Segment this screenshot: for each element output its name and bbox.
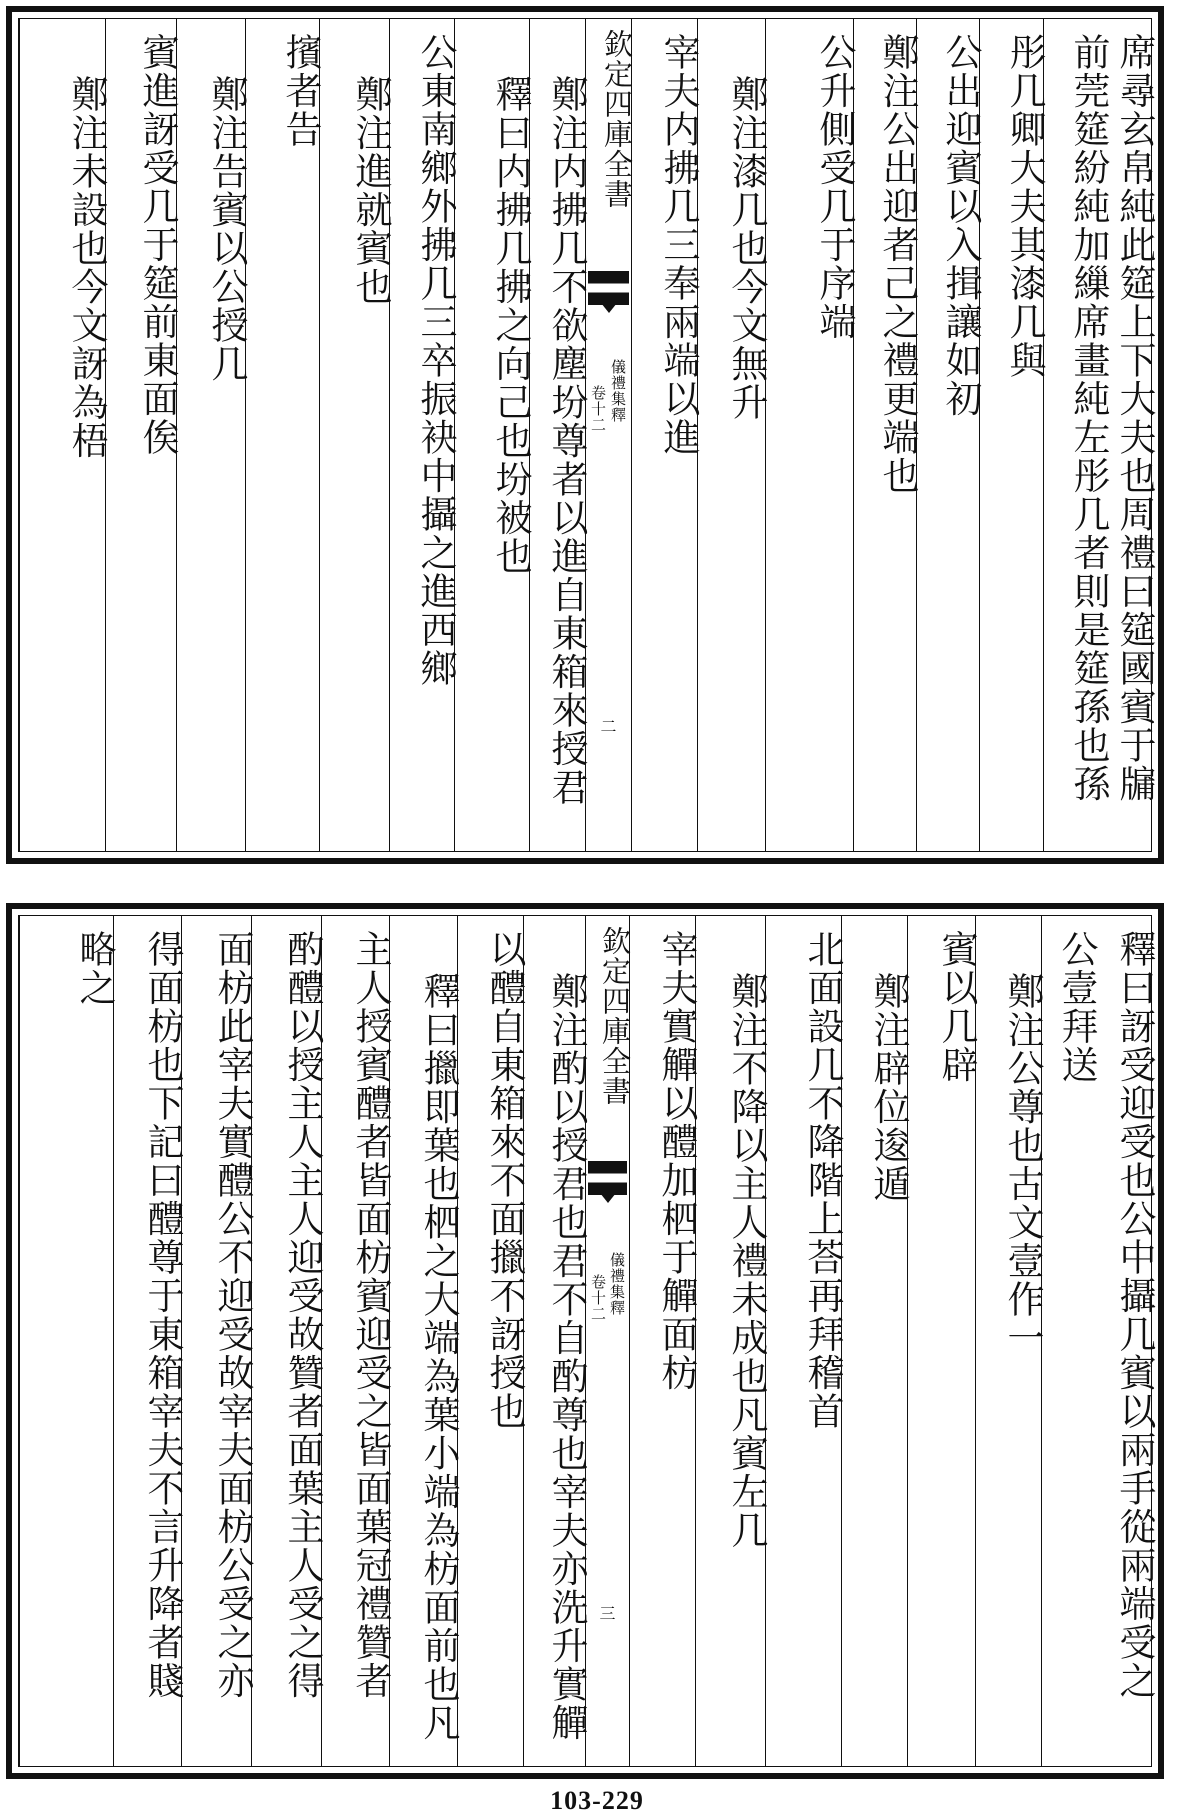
text-column [1095, 916, 1156, 1766]
gutter-book-name: 儀禮集釋 [608, 1252, 626, 1316]
text-column [697, 19, 768, 851]
column-text: 公出迎賓以入揖讓如初 [939, 33, 982, 418]
text-column [19, 19, 108, 851]
column-text: 宰夫内拂几三奉兩端以進 [657, 33, 700, 457]
text-column [841, 916, 910, 1766]
page-number: 103-229 [550, 1786, 644, 1815]
text-column [176, 19, 248, 851]
text-column [695, 916, 768, 1766]
text-column [979, 19, 1046, 851]
center-gutter [585, 19, 634, 851]
text-column [853, 19, 919, 851]
column-text: 北面設几不降階上荅再拜稽首 [801, 930, 844, 1431]
text-column [245, 19, 322, 851]
text-column [975, 916, 1044, 1766]
text-column [765, 916, 844, 1766]
column-text: 釋曰内拂几拂之向己也坋被也 [489, 75, 532, 576]
column-text: 鄭注未設也今文訝為梧 [65, 75, 108, 460]
text-column [113, 916, 184, 1766]
text-column [389, 19, 457, 851]
text-column [457, 916, 526, 1766]
text-column [529, 19, 588, 851]
column-text: 得面枋也下記曰醴尊于東箱宰夫不言升降者賤 [141, 930, 184, 1700]
text-column [1043, 19, 1110, 851]
column-text: 鄭注漆几也今文無升 [725, 75, 768, 422]
column-text: 鄭注酌以授君也君不自酌尊也宰夫亦洗升實觶 [545, 972, 588, 1742]
column-text: 主人授賓醴者皆面枋賓迎受之皆面葉冠禮贊者 [349, 930, 392, 1700]
text-column [1107, 19, 1156, 851]
text-column [105, 19, 179, 851]
text-column [631, 19, 700, 851]
column-text: 席尋玄帛純此筵上下大夫也周禮曰筵國賓于牖 [1113, 33, 1156, 803]
column-text: 釋曰擸即葉也柶之大端為葉小端為枋面前也凡 [417, 972, 460, 1742]
top-page-frame [18, 18, 1156, 852]
column-text: 面枋此宰夫實醴公不迎受故宰夫面枋公受之亦 [211, 930, 254, 1700]
column-text: 略之 [73, 930, 116, 1007]
text-column [523, 916, 588, 1766]
fish-tail-mark [588, 1161, 627, 1195]
text-column [907, 916, 978, 1766]
column-text: 鄭注辟位逡遁 [867, 972, 910, 1203]
column-text: 鄭注内拂几不欲塵坋尊者以進自東箱來授君 [545, 75, 588, 807]
top-page [6, 6, 1164, 864]
column-text: 公壹拜送 [1055, 930, 1098, 1084]
gutter-strip [586, 19, 634, 851]
text-column [629, 916, 698, 1766]
gutter-book-name: 儀禮集釋 [609, 359, 627, 423]
column-text: 擯者告 [279, 33, 322, 149]
text-column [454, 19, 532, 851]
column-text: 酌醴以授主人主人迎受故贊者面葉主人受之得 [281, 930, 324, 1700]
column-text: 宰夫實觶以醴加柶于觶面枋 [655, 930, 698, 1392]
column-text: 鄭注告賓以公授几 [205, 75, 248, 383]
column-text: 鄭注進就賓也 [349, 75, 392, 306]
gutter-strip [586, 916, 632, 1766]
text-column [916, 19, 982, 851]
text-column [319, 19, 392, 851]
text-column [765, 19, 856, 851]
bottom-page [6, 903, 1164, 1779]
text-column [181, 916, 254, 1766]
bottom-page-frame [18, 915, 1156, 1767]
text-column [389, 916, 460, 1766]
text-column [19, 916, 116, 1766]
column-text: 鄭注不降以主人禮未成也凡賓左几 [725, 972, 768, 1550]
fish-tail-mark [588, 271, 629, 305]
column-text: 鄭注公尊也古文壹作一 [1001, 972, 1044, 1357]
column-text: 彤几卿大夫其漆几與 [1003, 33, 1046, 380]
gutter-title: 欽定四庫全書 [600, 29, 634, 209]
column-text: 以醴自東箱來不面擸不訝授也 [483, 930, 526, 1431]
column-text: 公升側受几于序端 [813, 33, 856, 341]
gutter-title: 欽定四庫全書 [598, 926, 632, 1106]
column-text: 前莞筵紛純加繅席畫純左彤几者則是筵孫也孫 [1067, 33, 1110, 803]
gutter-volume: 卷十二 [589, 385, 607, 433]
column-text: 鄭注公出迎者己之禮更端也 [876, 33, 919, 495]
text-column [1041, 916, 1098, 1766]
text-column [321, 916, 392, 1766]
text-column [251, 916, 324, 1766]
gutter-folio-number: 三 [599, 1604, 616, 1623]
gutter-folio-number: 二 [600, 717, 617, 736]
column-text: 賓以几辟 [935, 930, 978, 1084]
column-text: 賓進訝受几于筵前東面俟 [136, 33, 179, 457]
center-gutter [585, 916, 632, 1766]
column-text: 公東南鄉外拂几三卒振袂中攝之進西鄉 [414, 33, 457, 688]
gutter-volume: 卷十二 [589, 1274, 607, 1322]
column-text: 釋曰訝受迎受也公中攝几賓以兩手從兩端受之 [1113, 930, 1156, 1700]
